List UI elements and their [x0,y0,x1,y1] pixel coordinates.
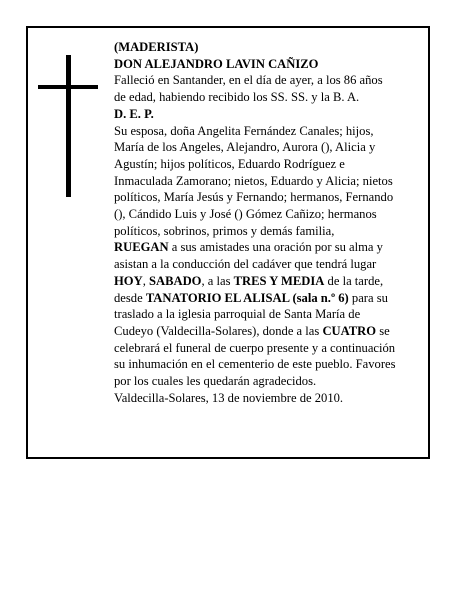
place-date-line: Valdecilla-Solares, 13 de noviembre de 2010. [114,390,344,405]
family-line: Agustín; hijos políticos, Eduardo Rodríguez e [114,156,345,171]
family-line: Inmaculada Zamorano; nietos, Eduardo y Alicia; nietos [114,173,393,188]
family-line: María de los Angeles, Alejandro, Aurora (), Alicia y [114,140,376,155]
rip-abbreviation: D. E. P. [114,106,154,121]
funeral-home-line: desde TANATORIO EL ALISAL (sala n.º 6) para su [114,290,388,305]
death-announcement-line-1: Falleció en Santander, en el día de ayer, a los 86 años [114,73,383,88]
cross-icon [38,55,98,197]
family-line: políticos, María Jesús y Fernando; hermanos, Fernando [114,190,394,205]
family-line: (), Cándido Luis y José () Gómez Cañizo; hermanos [114,207,377,222]
procession-line: asistan a la conducción del cadáver que tendrá lugar [114,257,377,272]
family-line: políticos, sobrinos, primos y demás familia, [114,223,335,238]
request-line: RUEGAN a sus amistades una oración por su alma y [114,240,383,255]
cross-horizontal-bar [38,85,98,89]
deceased-name: DON ALEJANDRO LAVIN CAÑIZO [114,56,319,71]
burial-line: su inhumación en el cementerio de este pueblo. Favores [114,357,396,372]
affiliation-header: (MADERISTA) [114,40,199,54]
funeral-mass-line: celebrará el funeral de cuerpo presente y a continuación [114,340,396,355]
transfer-line: traslado a la iglesia parroquial de Santa María de [114,307,361,322]
cross-vertical-bar [66,55,71,197]
funeral-time-line: Cudeyo (Valdecilla-Solares), donde a las CUATRO se [114,323,390,338]
death-announcement-line-2: de edad, habiendo recibido los SS. SS. y la B. A. [114,90,360,105]
family-line: Su esposa, doña Angelita Fernández Canales; hijos, [114,123,374,138]
obituary-text [114,39,424,406]
thanks-line: por los cuales les quedarán agradecidos. [114,374,317,389]
service-time-line: HOY, SABADO, a las TRES Y MEDIA de la tarde, [114,273,384,288]
